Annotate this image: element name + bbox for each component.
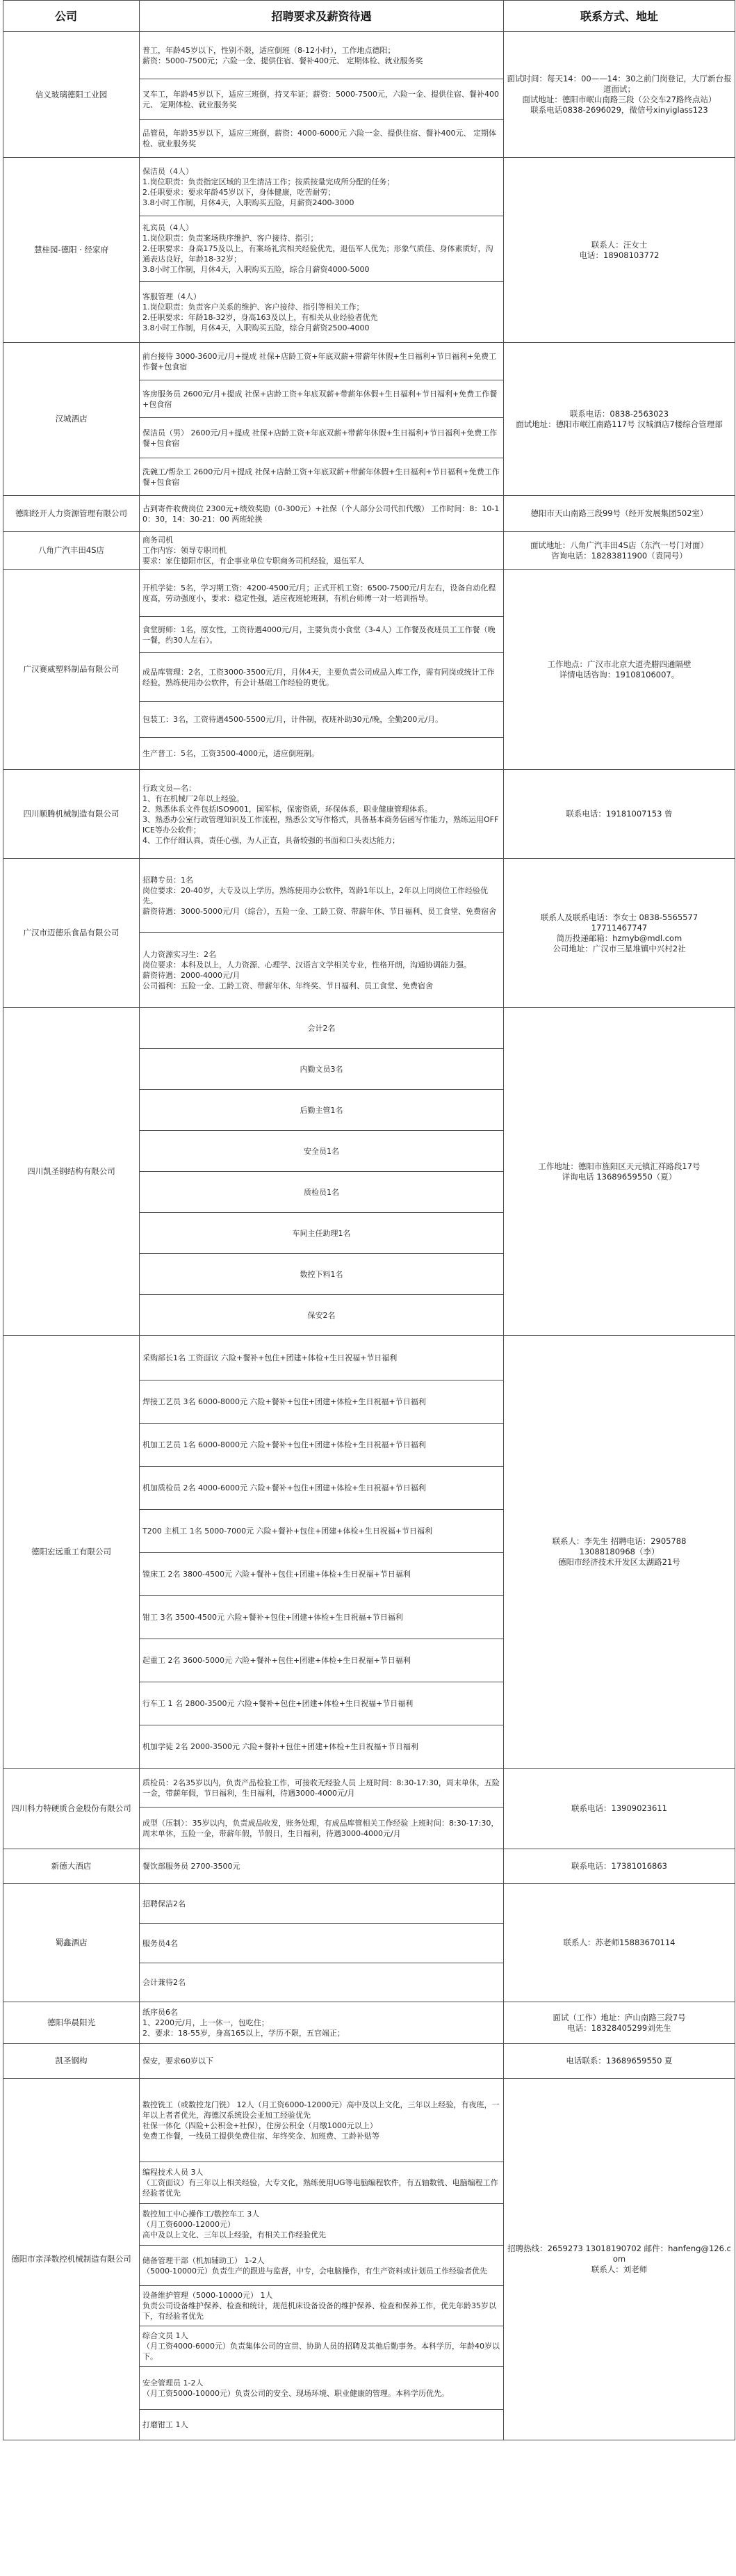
- company-name: 凯圣钢构: [3, 2044, 140, 2079]
- job-cell: [140, 702, 504, 738]
- contact-text-line: 联系人：刘老师: [591, 2264, 648, 2274]
- job-text-line: 洗碗工/帮杂工 2600元/月+提成 社保+店龄工资+年底双薪+带薪年休假+生日福利+节日福利+免费工作餐+包食宿: [142, 467, 500, 487]
- job-text-line: 机加质检员 2名 4000-6000元 六险+餐补+包住+团建+体检+生日祝福+节日福利: [142, 1483, 426, 1492]
- job-text-line: 岗位要求：本科及以上，人力资源、心理学、汉语言文学相关专业，性格开朗，沟通协调能力强。: [142, 960, 471, 969]
- job-cell: [140, 2204, 504, 2246]
- job-cell: [140, 1467, 504, 1510]
- table-row: [3, 343, 735, 380]
- contact-cell: [504, 1884, 735, 2002]
- job-text-line: 社保一体化（四险+公积金+社保），住房公积金（月缴1000元以上）: [142, 2120, 377, 2130]
- job-text-line: 行政文员—名：: [142, 783, 196, 793]
- company-name: 德阳市亲泽数控机械制造有限公司: [3, 2079, 140, 2440]
- job-cell: [140, 32, 504, 79]
- contact-text-line: 13088180968（李）: [579, 1547, 660, 1556]
- job-text-line: 2、熟悉体系文件包括ISO9001，国军标，保密资质，环保体系，职业健康管理体系。: [142, 804, 432, 814]
- contact-text-line: 详情电话咨询：19108106007。: [559, 669, 680, 679]
- job-text-line: 行车工 1 名 2800-3500元 六险+餐补+包住+团建+体检+生日祝福+节日福利: [142, 1699, 414, 1708]
- job-text-line: 2.任职要求：身高175及以上，有案场礼宾相关经验优先，退伍军人优先；形象气质佳、身体素质好，沟通表达良好，年龄18-32岁；: [142, 244, 493, 264]
- job-cell: [140, 1131, 504, 1172]
- job-cell: [140, 1963, 504, 2002]
- job-text-line: 机加工艺员 1名 6000-8000元 六险+餐补+包住+团建+体检+生日祝福+节日福利: [142, 1440, 426, 1449]
- job-text-line: 岗位要求：20-40岁，大专及以上学历，熟练使用办公软件，驾龄1年以上，2年以上同岗位工作经验优先。: [142, 885, 488, 905]
- job-cell: [140, 380, 504, 418]
- job-text-line: 数控加工中心操作工/数控车工 3人: [142, 2209, 260, 2219]
- job-text-line: 安全管理员 1-2人: [142, 2378, 204, 2388]
- table-row: [3, 1849, 735, 1884]
- job-cell: [140, 1596, 504, 1639]
- job-text-line: 人力资源实习生：2名: [142, 949, 216, 959]
- job-text-line: 设备维护管理（5000-10000元） 1人: [142, 2291, 273, 2300]
- contact-cell: [504, 32, 735, 158]
- job-text-line: 开机学徒：5名，学习期工资：4200-4500元/月；正式开机工资：6500-7500元/月左右，设备自动化程度高，劳动强度小，要求：稳定性强，适应夜班轮班制，有机台师傅一对一培训指导。: [142, 583, 496, 603]
- job-cell: [140, 282, 504, 343]
- contact-text-line: 联系人：李先生 招聘电话：2905788: [552, 1536, 687, 1546]
- job-cell: [140, 458, 504, 496]
- contact-text-line: 面试地址：德阳市岷江南路117号 汉城酒店7楼综合管理部: [516, 419, 723, 429]
- job-cell: [140, 1849, 504, 1884]
- recruitment-table: [3, 0, 735, 2440]
- contact-cell: [504, 2079, 735, 2440]
- company-name: 汉城酒店: [3, 343, 140, 496]
- contact-cell: [504, 343, 735, 496]
- job-text-line: （月工资4000-6000元）负责集体公司的宣贯、协助人员的招聘及其他后勤事务。本科学历，年龄40岁以下。: [142, 2342, 500, 2361]
- job-text-line: 机加学徒 2名 2000-3500元 六险+餐补+包住+团建+体检+生日祝福+节日福利: [142, 1742, 418, 1751]
- job-text-line: 会计兼待2名: [142, 1978, 186, 1987]
- job-cell: [140, 496, 504, 532]
- contact-cell: [504, 2044, 735, 2079]
- job-text-line: 普工，年龄45岁以下，性别不限，适应倒班（8-12小时），工作地点德阳；: [142, 45, 395, 55]
- job-text-line: 包装工：3名，工资待遇4500-5500元/月，计件制，夜班补助30元/晚，全勤200元/月。: [142, 715, 443, 724]
- contact-text-line: 简历投递邮箱：hzmyb@mdl.com: [556, 933, 682, 943]
- table-row: [3, 32, 735, 79]
- job-text-line: 薪资待遇：3000-5000元/月（综合），五险一金、工龄工资、带薪年休、节日福利、员工食堂、免费宿舍: [142, 906, 497, 916]
- job-cell: [140, 570, 504, 617]
- contact-text-line: 面试地址：八角广汽丰田4S店（东汽一号门对面）: [530, 540, 709, 550]
- job-text-line: 3、熟悉办公室行政管理知识及工作流程，熟悉公文写作格式，具备基本商务信函写作能力，熟练运用OFFICE等办公软件；: [142, 814, 499, 835]
- job-text-line: 成型（压制）：35岁以内，负责成品收发，账务处理，有成品库管相关工作经验 上班时间：8:30-17:30，周末单休，五险一金，带薪年假，节假日，生日福利，待遇3000-4000元/月: [142, 1818, 499, 1838]
- job-cell: [140, 2002, 504, 2044]
- job-text-line: 2.任职要求：年龄18-32岁，身高163及以上，有相关从业经验者优先: [142, 312, 378, 322]
- job-cell: [140, 2079, 504, 2162]
- job-text-line: 数控下料1名: [300, 1269, 343, 1279]
- job-cell: [140, 933, 504, 1008]
- job-cell: [140, 617, 504, 653]
- contact-cell: [504, 158, 735, 343]
- job-text-line: 起重工 2名 3600-5000元 六险+餐补+包住+团建+体检+生日祝福+节日福利: [142, 1656, 411, 1665]
- job-text-line: 招聘专员：1名: [142, 875, 193, 885]
- job-text-line: 品管员，年龄35岁以下，适应三班倒，薪资：4000-6000元 六险一金、提供住宿、餐补400元、 定期体检、就业服务奖: [142, 129, 496, 148]
- job-cell: [140, 1769, 504, 1808]
- job-text-line: 3.8小时工作制，月休4天，入职购买五险，综合月薪资2500-4000: [142, 323, 370, 332]
- contact-text-line: 联系人及联系电话：李女士 0838-5565577: [540, 912, 698, 922]
- contact-cell: [504, 496, 735, 532]
- contact-text-line: 面试时间：每天14：00——14：30之前门岗登记，大厅新台报道面试；: [507, 74, 732, 94]
- table-body: [3, 32, 735, 2440]
- table-row: [3, 158, 735, 216]
- header-company: 公司: [3, 1, 140, 32]
- job-text-line: 纸序员6名: [142, 2008, 178, 2017]
- job-cell: [140, 2367, 504, 2410]
- job-text-line: 1.岗位职责：负责客户关系的维护、客户接待、指引等相关工作；: [142, 302, 364, 312]
- job-cell: [140, 1295, 504, 1336]
- job-text-line: 保洁员（4人）: [142, 166, 193, 176]
- header-contact: 联系方式、地址: [504, 1, 735, 32]
- company-name: 信义玻璃德阳工业园: [3, 32, 140, 158]
- job-text-line: 礼宾员（4人）: [142, 223, 193, 232]
- job-cell: [140, 1553, 504, 1596]
- job-text-line: 餐饮部服务员 2700-3500元: [142, 1862, 240, 1871]
- company-name: 四川顺腾机械制造有限公司: [3, 770, 140, 859]
- header-row: [3, 1, 735, 32]
- job-text-line: 储备管理干部（机加辅助工） 1-2人: [142, 2255, 265, 2265]
- job-text-line: 公司福利：五险一金、工龄工资、带薪年休、年终奖、节日福利、员工食堂、免费宿舍: [142, 981, 433, 990]
- job-cell: [140, 1172, 504, 1213]
- job-cell: [140, 1639, 504, 1682]
- table-row: [3, 2044, 735, 2079]
- job-cell: [140, 2326, 504, 2367]
- contact-text-line: 招聘热线：2659273 13018190702 邮件：hanfeng@126.com: [507, 2244, 731, 2264]
- job-text-line: 1、2200元/月，上一休一，包吃住；: [142, 2018, 269, 2027]
- job-text-line: 2、要求：18-55岁，身高165以上，学历不限，五官端正；: [142, 2029, 345, 2038]
- table-row: [3, 770, 735, 859]
- company-name: 四川科力特硬质合金股份有限公司: [3, 1769, 140, 1849]
- table-row: [3, 570, 735, 617]
- job-cell: [140, 2162, 504, 2204]
- job-text-line: 薪资：5000-7500元；六险一金、提供住宿、餐补400元、 定期体检、就业服务奖: [142, 56, 423, 65]
- job-cell: [140, 120, 504, 158]
- recruitment-sheet: [3, 0, 735, 2576]
- job-cell: [140, 2246, 504, 2286]
- job-text-line: 4、工作仔细认真，责任心强，为人正直，具备较强的书面和口头表达能力；: [142, 835, 400, 845]
- contact-text-line: 工作地址：德阳市旌阳区天元镇汇祥路段17号: [538, 1161, 701, 1171]
- job-text-line: 数控铣工（或数控龙门铣） 12人（月工资6000-12000元）高中及以上文化，三年以上经验，有夜班，一年以上者者优先，海德汉系统设会亚加工经验优先: [142, 2100, 500, 2120]
- job-text-line: 3.8小时工作制，月休4天，入职购买五险，综合月薪资4000-5000: [142, 265, 370, 274]
- company-name: 新德大酒店: [3, 1849, 140, 1884]
- contact-text-line: 德阳市天山南路三段99号（经开发展集团502室）: [530, 508, 708, 518]
- contact-text-line: 联系电话0838-2696029，微信号xinyiglass123: [530, 105, 708, 115]
- contact-text-line: 联系电话：19181007153 曾: [566, 809, 673, 819]
- contact-text-line: 联系人：苏老师15883670114: [563, 1938, 676, 1947]
- job-cell: [140, 216, 504, 282]
- job-text-line: 食堂厨师：1名，原女性，工资待遇4000元/月，主要负责小食堂（3-4人）工作餐及夜班员工工作餐（晚一餐，约30人左右）。: [142, 625, 496, 645]
- job-text-line: （月工资5000-10000元）负责公司的安全、现场环境、职业健康的管理。本科学历优先。: [142, 2388, 449, 2398]
- job-text-line: 高中及以上文化、三年以上经验，有相关工作经验优先: [142, 2230, 326, 2239]
- job-text-line: 服务员4名: [142, 1938, 178, 1948]
- contact-text-line: 德阳市经济技术开发区太湖路21号: [558, 1557, 680, 1567]
- job-text-line: 工作内容：领导专职司机: [142, 546, 227, 555]
- job-text-line: 客服管理（4人）: [142, 291, 201, 301]
- job-text-line: 编程技术人员 3人: [142, 2168, 204, 2177]
- job-text-line: 打磨钳工 1人: [142, 2420, 188, 2429]
- table-row: [3, 1336, 735, 1380]
- contact-text-line: 联系电话：13909023611: [571, 1803, 667, 1813]
- company-name: 蜀鑫酒店: [3, 1884, 140, 2002]
- job-text-line: 招聘保洁2名: [142, 1899, 186, 1908]
- job-text-line: （工资面议）有三年以上相关经验，大专文化，熟练使用UG等电脑编程软件，有五轴数铣、电脑编程工作经验者优先: [142, 2178, 498, 2198]
- job-cell: [140, 1424, 504, 1467]
- job-text-line: 综合文员 1人: [142, 2331, 188, 2340]
- table-row: [3, 1008, 735, 1049]
- job-text-line: 会计2名: [307, 1023, 336, 1033]
- job-text-line: 钳工 3名 3500-4500元 六险+餐补+包住+团建+体检+生日祝福+节日福利: [142, 1613, 403, 1622]
- job-cell: [140, 2410, 504, 2440]
- job-cell: [140, 1049, 504, 1090]
- job-text-line: 1.岗位职责：负责案场秩序维护、客户接待、指引；: [142, 234, 318, 243]
- job-text-line: 负责公司设备维护保养、检查和统计，规范机床设备设备的维护保养、检查和保养工作，优先年龄35岁以下，有经验者优先: [142, 2301, 496, 2321]
- job-cell: [140, 738, 504, 770]
- header-job: 招聘要求及薪资待遇: [140, 1, 504, 32]
- company-name: 德阳经开人力资源管理有限公司: [3, 496, 140, 532]
- job-text-line: 质检员1名: [304, 1187, 339, 1197]
- job-text-line: 安全员1名: [304, 1146, 339, 1156]
- job-cell: [140, 1213, 504, 1254]
- contact-text-line: 详询电话 13689659550（夏）: [562, 1171, 677, 1182]
- job-cell: [140, 79, 504, 120]
- contact-text-line: 联系电话：0838-2563023: [569, 408, 669, 419]
- job-cell: [140, 158, 504, 216]
- company-name: 广汉市迈德乐食品有限公司: [3, 859, 140, 1008]
- job-text-line: 商务司机: [142, 536, 173, 545]
- job-cell: [140, 1008, 504, 1049]
- job-text-line: 后勤主管1名: [300, 1105, 343, 1115]
- job-text-line: 焊接工艺员 3名 6000-8000元 六险+餐补+包住+团建+体检+生日祝福+节日福利: [142, 1397, 426, 1406]
- contact-cell: [504, 570, 735, 770]
- contact-text-line: 面试地址：德阳市岷山南路三段（公交车27路终点站）: [522, 95, 717, 104]
- company-name: 德阳宏远重工有限公司: [3, 1336, 140, 1769]
- contact-text-line: 工作地点：广汉市北京大道壳腊四通隔壁: [547, 659, 692, 669]
- job-cell: [140, 2286, 504, 2326]
- job-text-line: 免费工作餐，一线员工提供免费住宿、年终奖金、加班费、工龄补贴等: [142, 2131, 379, 2141]
- contact-cell: [504, 1769, 735, 1849]
- job-cell: [140, 1254, 504, 1295]
- job-cell: [140, 1510, 504, 1553]
- job-text-line: 占到寄件收费岗位 2300元+绩效奖励（0-300元）+社保（个人部分公司代扣代缴） 工作时间：8：10-10：30，14：30-21：00 两班轮换: [142, 504, 500, 524]
- job-text-line: 保洁员（男） 2600元/月+提成 社保+店龄工资+年底双薪+带薪年休假+生日福利+节日福利+免费工作餐+包食宿: [142, 428, 498, 448]
- job-text-line: 成品库管理：2名，工资3000-3500元/月，月休4天，主要负责公司成品入库工作，需有同岗或统计工作经验，熟练使用办公软件，有会计基础工作经验的更优。: [142, 667, 495, 687]
- contact-text-line: 电话：18908103772: [579, 250, 660, 260]
- job-text-line: 3.8小时工作制，月休4天，入职购买五险，月薪资2400-3000: [142, 198, 354, 207]
- job-cell: [140, 1725, 504, 1769]
- job-cell: [140, 653, 504, 702]
- job-cell: [140, 532, 504, 570]
- contact-cell: [504, 770, 735, 859]
- job-cell: [140, 1090, 504, 1131]
- job-cell: [140, 418, 504, 458]
- contact-text-line: 面试（工作）地址：庐山南路三段7号: [553, 2012, 686, 2022]
- job-text-line: 采购部长1名 工资面议 六险+餐补+包住+团建+体检+生日祝福+节日福利: [142, 1353, 398, 1362]
- table-row: [3, 1884, 735, 1924]
- job-text-line: 车间主任助理1名: [292, 1228, 351, 1238]
- job-cell: [140, 1884, 504, 1924]
- job-cell: [140, 1808, 504, 1849]
- table-row: [3, 2079, 735, 2162]
- job-text-line: 客房服务员 2600元/月+提成 社保+店龄工资+年底双薪+带薪年休假+生日福利+节日福利+免费工作餐+包食宿: [142, 389, 498, 409]
- job-text-line: T200 主机工 1名 5000-7000元 六险+餐补+包住+团建+体检+生日祝福+节日福利: [142, 1527, 432, 1536]
- job-text-line: 生产普工：5名，工资3500-4000元，适应倒班制。: [142, 749, 319, 758]
- contact-text-line: 电话联系：13689659550 夏: [566, 2056, 673, 2066]
- job-text-line: 保安，要求60岁以下: [142, 2056, 213, 2066]
- job-text-line: 2.任职要求：要求年龄45岁以下，身体健康，吃苦耐劳；: [142, 187, 336, 197]
- contact-text-line: 咨询电话：18283811900（袁同号）: [551, 550, 687, 561]
- job-text-line: 前台接待 3000-3600元/月+提成 社保+店龄工资+年底双薪+带薪年休假+生日福利+节日福利+免费工作餐+包食宿: [142, 351, 497, 371]
- job-cell: [140, 2044, 504, 2079]
- job-text-line: 保安2名: [307, 1310, 336, 1320]
- job-text-line: 镗床工 2名 3800-4500元 六险+餐补+包住+团建+体检+生日祝福+节日福利: [142, 1570, 411, 1579]
- contact-text-line: 联系电话：17381016863: [571, 1861, 667, 1871]
- job-cell: [140, 1336, 504, 1380]
- contact-cell: [504, 859, 735, 1008]
- contact-cell: [504, 532, 735, 570]
- company-name: 八角广汽丰田4S店: [3, 532, 140, 570]
- contact-text-line: 公司地址：广汉市三星堆镇中兴村2社: [553, 943, 686, 953]
- job-cell: [140, 1682, 504, 1725]
- contact-cell: [504, 1336, 735, 1769]
- company-name: 广汉赛威塑料制品有限公司: [3, 570, 140, 770]
- job-text-line: 质检员：2名35岁以内，负责产品检验工作，可接收无经验人员 上班时间：8:30-17:30，周末单休，五险一金，带薪年假，节日福利，生日福利，待遇3000-4000元/月: [142, 1778, 500, 1798]
- job-cell: [140, 1924, 504, 1963]
- table-row: [3, 1769, 735, 1808]
- table-row: [3, 532, 735, 570]
- job-text-line: 1.岗位职责：负责指定区域的卫生清洁工作；按质按量完成所分配的任务；: [142, 177, 395, 186]
- table-row: [3, 859, 735, 933]
- contact-text-line: 联系人：汪女士: [591, 239, 648, 250]
- company-name: 慧桂园-德阳 · 经家府: [3, 158, 140, 343]
- contact-text-line: 电话：18328405299刘先生: [567, 2022, 671, 2033]
- contact-cell: [504, 1849, 735, 1884]
- table-row: [3, 496, 735, 532]
- job-text-line: 要求：家住德阳市区，有企事业单位专职商务司机经验，退伍军人: [142, 556, 364, 565]
- company-name: 四川凯圣钢结构有限公司: [3, 1008, 140, 1336]
- contact-cell: [504, 1008, 735, 1336]
- contact-text-line: 17711467747: [591, 922, 648, 933]
- job-cell: [140, 1380, 504, 1424]
- company-name: 德阳华晨阳光: [3, 2002, 140, 2044]
- job-text-line: 1、有在机械厂2年以上经验。: [142, 794, 244, 803]
- job-text-line: （5000-10000元）负责生产的跟进与监督，中专，会电脑操作，有生产资料或计划员工作经验者优先: [142, 2266, 487, 2276]
- contact-cell: [504, 2002, 735, 2044]
- job-text-line: 叉车工，年龄45岁以下，适应三班倒，持叉车证；薪资：5000-7500元，六险一金、提供住宿、餐补400元、 定期体检、就业服务奖: [142, 89, 499, 109]
- job-text-line: 薪资待遇：2000-4000元/月: [142, 970, 240, 980]
- job-cell: [140, 770, 504, 859]
- table-row: [3, 2002, 735, 2044]
- job-text-line: 内勤文员3名: [300, 1064, 343, 1074]
- job-cell: [140, 343, 504, 380]
- job-text-line: （月工资6000-12000元）: [142, 2220, 235, 2229]
- job-cell: [140, 859, 504, 933]
